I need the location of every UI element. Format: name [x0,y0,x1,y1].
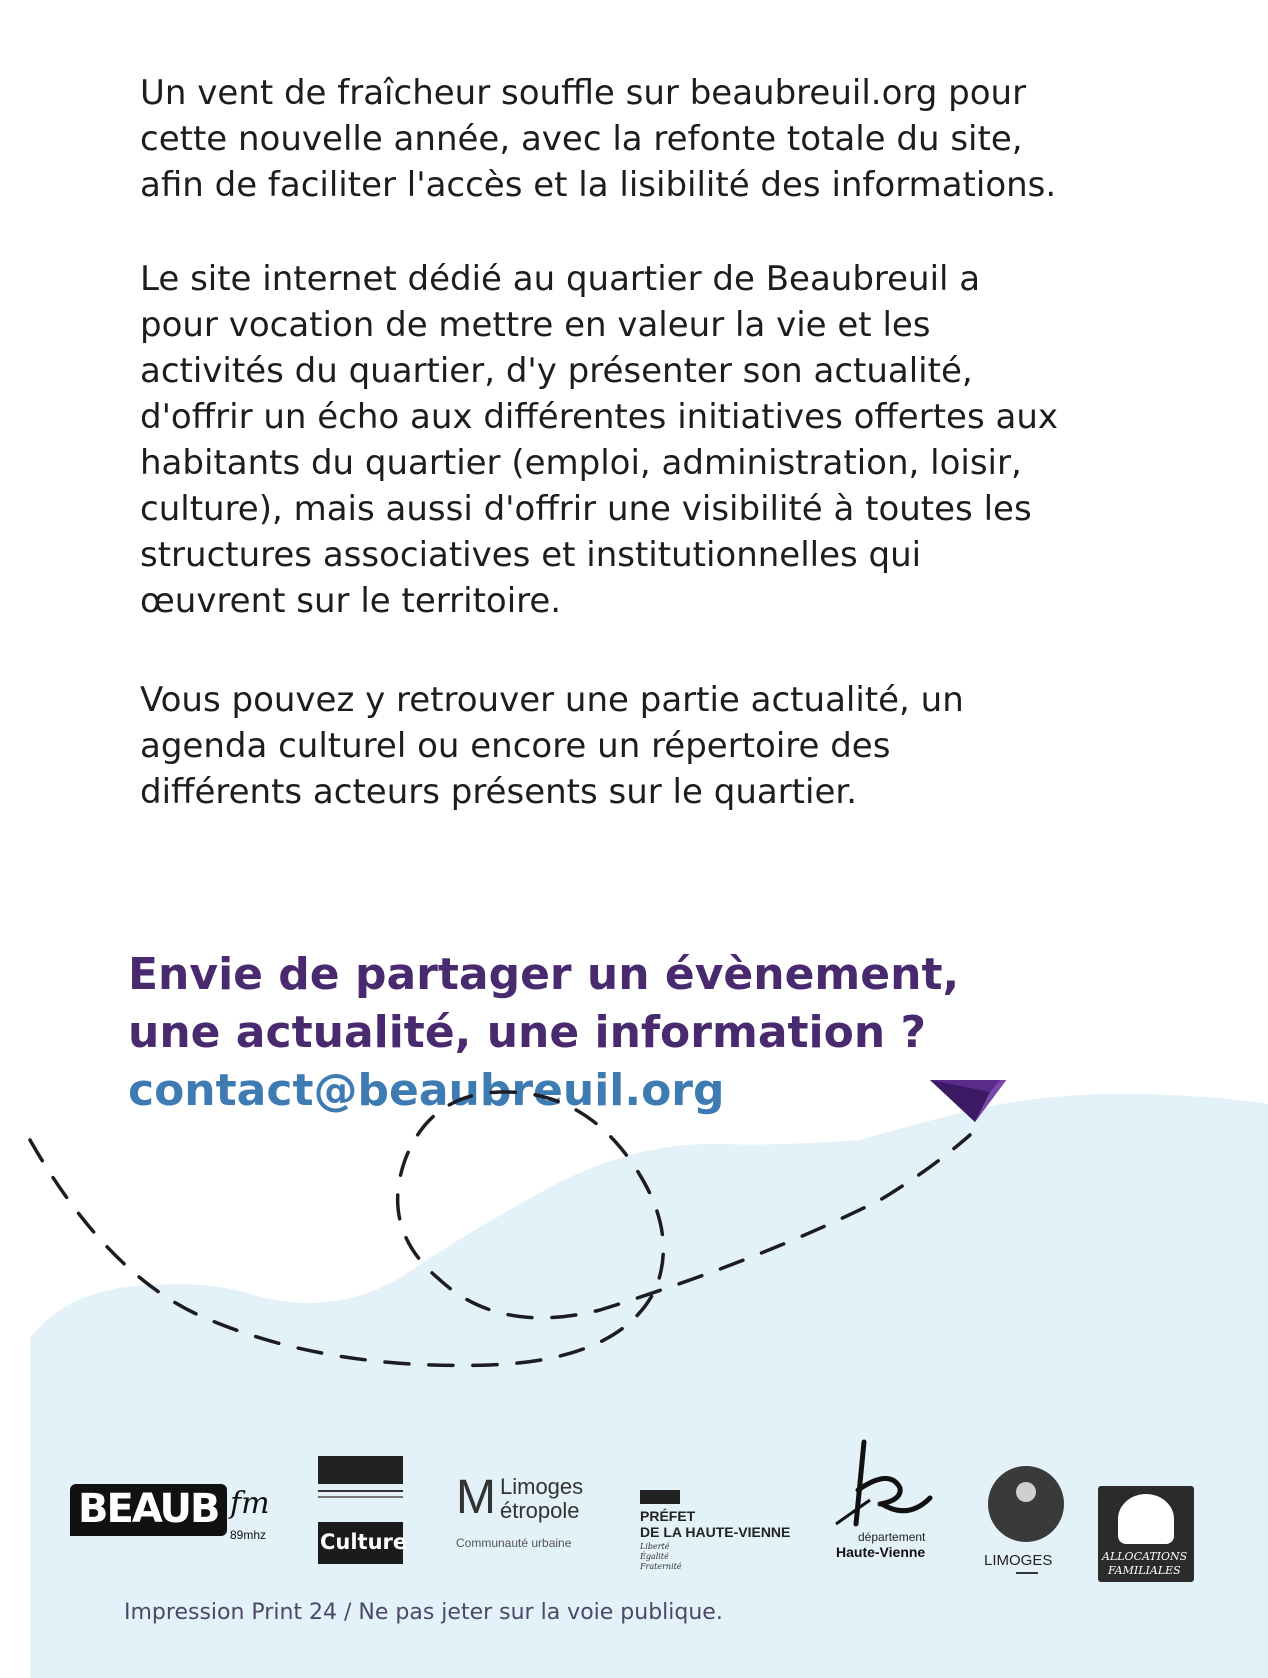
republique-emblem [640,1490,680,1504]
beaub-fm-script: fm [230,1486,270,1521]
limoges-emblem-icon [988,1466,1064,1542]
departement-haute-vienne-logo [830,1438,950,1568]
caf-figures-icon [1118,1494,1174,1544]
text-line: pour vocation de mettre en valeur la vie et les [140,305,931,345]
text-line: culture), mais aussi d'offrir une visibilité à toutes les [140,489,1032,529]
prefet-motto: Liberté [640,1542,670,1551]
metropole-line-1: Limoges [500,1474,584,1499]
ville-limoges-logo [982,1466,1072,1586]
intro-paragraph [140,70,1200,208]
cta-line-2: une actualité, une information ? [128,1007,927,1058]
metropole-subtitle: Communauté urbaine [456,1536,572,1550]
cta-line-1: Envie de partager un évènement, [128,949,960,1000]
departement-line-2: Haute-Vienne [836,1544,926,1560]
caf-logo [1098,1486,1194,1582]
limoges-metropole-logo [448,1470,618,1560]
beaub-fm-wordmark: BEAUB [70,1484,227,1536]
culture-word: Culture [320,1530,408,1554]
text-line: d'offrir un écho aux différentes initiatives offertes aux [140,397,1058,437]
text-line: différents acteurs présents sur le quartier. [140,772,858,812]
beaub-fm-frequency: 89mhz [230,1528,267,1542]
prefet-haute-vienne-logo [640,1490,820,1570]
text-line: habitants du quartier (emploi, administration, loisir, [140,443,1022,483]
hill-shape [30,1094,1268,1678]
metropole-line-2: étropole [500,1498,580,1523]
prefet-line-2: DE LA HAUTE-VIENNE [640,1524,791,1540]
metropole-initial: M [456,1471,496,1524]
features-paragraph [140,677,1200,815]
description-paragraph [140,256,1200,624]
text-line: structures associatives et institutionnelles qui [140,535,922,575]
limoges-wordmark: LIMOGES [984,1552,1053,1569]
text-line: activités du quartier, d'y présenter son actualité, [140,351,973,391]
prefet-motto: Égalité [640,1552,669,1561]
marianne-emblem [318,1456,403,1484]
prefet-line-1: PRÉFET [640,1508,696,1524]
text-line: Le site internet dédié au quartier de Beaubreuil a [140,259,981,299]
contact-email-link[interactable]: contact@beaubreuil.org [128,1065,725,1116]
illustration-scene [0,1080,1268,1678]
text-line: œuvrent sur le territoire. [140,581,562,621]
departement-line-1: département [858,1530,926,1544]
hv-monogram-icon [830,1438,950,1530]
text-line: cette nouvelle année, avec la refonte totale du site, [140,119,1023,159]
text-line: Vous pouvez y retrouver une partie actualité, un [140,680,964,720]
prefet-motto: Fraternité [640,1562,682,1571]
ministere-culture-logo [318,1456,408,1564]
beaub-fm-logo [70,1478,275,1558]
text-line: Un vent de fraîcheur souffle sur beaubreuil.org pour [140,73,1027,113]
text-line: afin de faciliter l'accès et la lisibilité des informations. [140,165,1057,205]
footer-note: Impression Print 24 / Ne pas jeter sur la voie publique. [124,1600,723,1625]
caf-line-1: ALLOCATIONS [1102,1550,1188,1563]
caf-line-2: FAMILIALES [1108,1564,1181,1577]
text-line: agenda culturel ou encore un répertoire des [140,726,891,766]
